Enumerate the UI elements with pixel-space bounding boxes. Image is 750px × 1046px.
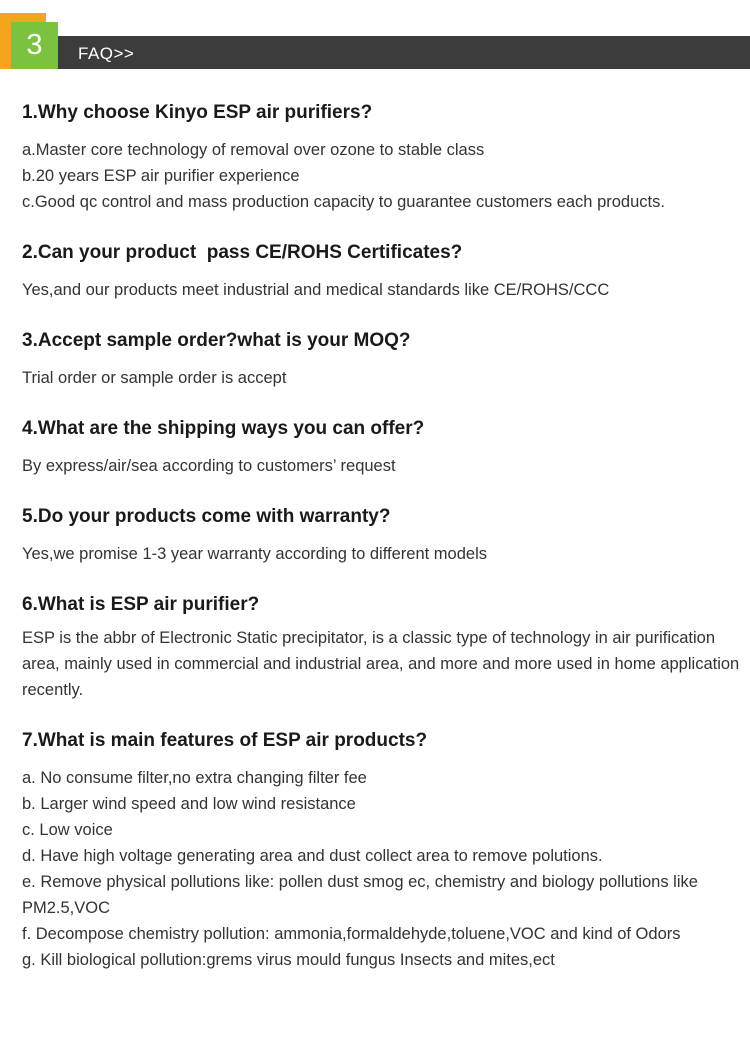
faq-item	[22, 591, 742, 703]
faq-question: 3.Accept sample order?what is your MOQ?	[22, 330, 411, 351]
section-title: FAQ>>	[78, 44, 135, 63]
faq-question: 6.What is ESP air purifier?	[22, 594, 260, 615]
faq-question: 4.What are the shipping ways you can offer?	[22, 418, 425, 439]
faq-answer-line: Trial order or sample order is accept	[22, 369, 287, 387]
faq-item	[22, 99, 742, 215]
faq-list	[22, 99, 742, 997]
faq-question: 5.Do your products come with warranty?	[22, 506, 391, 527]
faq-answer-line: e. Remove physical pollutions like: pollen dust smog ec, chemistry and biology pollutions like PM2.5,VOC	[22, 873, 698, 917]
faq-answer-line: g. Kill biological pollution:grems virus mould fungus Insects and mites,ect	[22, 951, 555, 969]
faq-answer-line: a.Master core technology of removal over ozone to stable class	[22, 141, 485, 159]
faq-answer-line: Yes,and our products meet industrial and medical standards like CE/ROHS/CCC	[22, 281, 610, 299]
faq-item	[22, 327, 742, 391]
faq-answer-line: b. Larger wind speed and low wind resistance	[22, 795, 356, 813]
faq-item	[22, 727, 742, 973]
faq-answer-line: d. Have high voltage generating area and dust collect area to remove polutions.	[22, 847, 603, 865]
faq-answer-line: c.Good qc control and mass production capacity to guarantee customers each products.	[22, 193, 665, 211]
faq-answer-line: f. Decompose chemistry pollution: ammonia,formaldehyde,toluene,VOC and kind of Odors	[22, 925, 681, 943]
faq-answer-line: c. Low voice	[22, 821, 113, 839]
faq-answer-paragraph: ESP is the abbr of Electronic Static precipitator, is a classic type of technology in air purification area, mainly used in commercial and industrial area, and more and more used in home application recently.	[22, 629, 740, 699]
faq-question: 1.Why choose Kinyo ESP air purifiers?	[22, 102, 373, 123]
section-number-badge: 3	[11, 22, 58, 69]
faq-answer-line: b.20 years ESP air purifier experience	[22, 167, 300, 185]
faq-item	[22, 415, 742, 479]
faq-answer-line: a. No consume filter,no extra changing filter fee	[22, 769, 367, 787]
faq-item	[22, 239, 742, 303]
faq-answer-line: By express/air/sea according to customers’ request	[22, 457, 396, 475]
faq-question: 2.Can your product pass CE/ROHS Certificates?	[22, 242, 463, 263]
faq-question: 7.What is main features of ESP air products?	[22, 730, 428, 751]
faq-item	[22, 503, 742, 567]
faq-answer-line: Yes,we promise 1-3 year warranty according to different models	[22, 545, 487, 563]
